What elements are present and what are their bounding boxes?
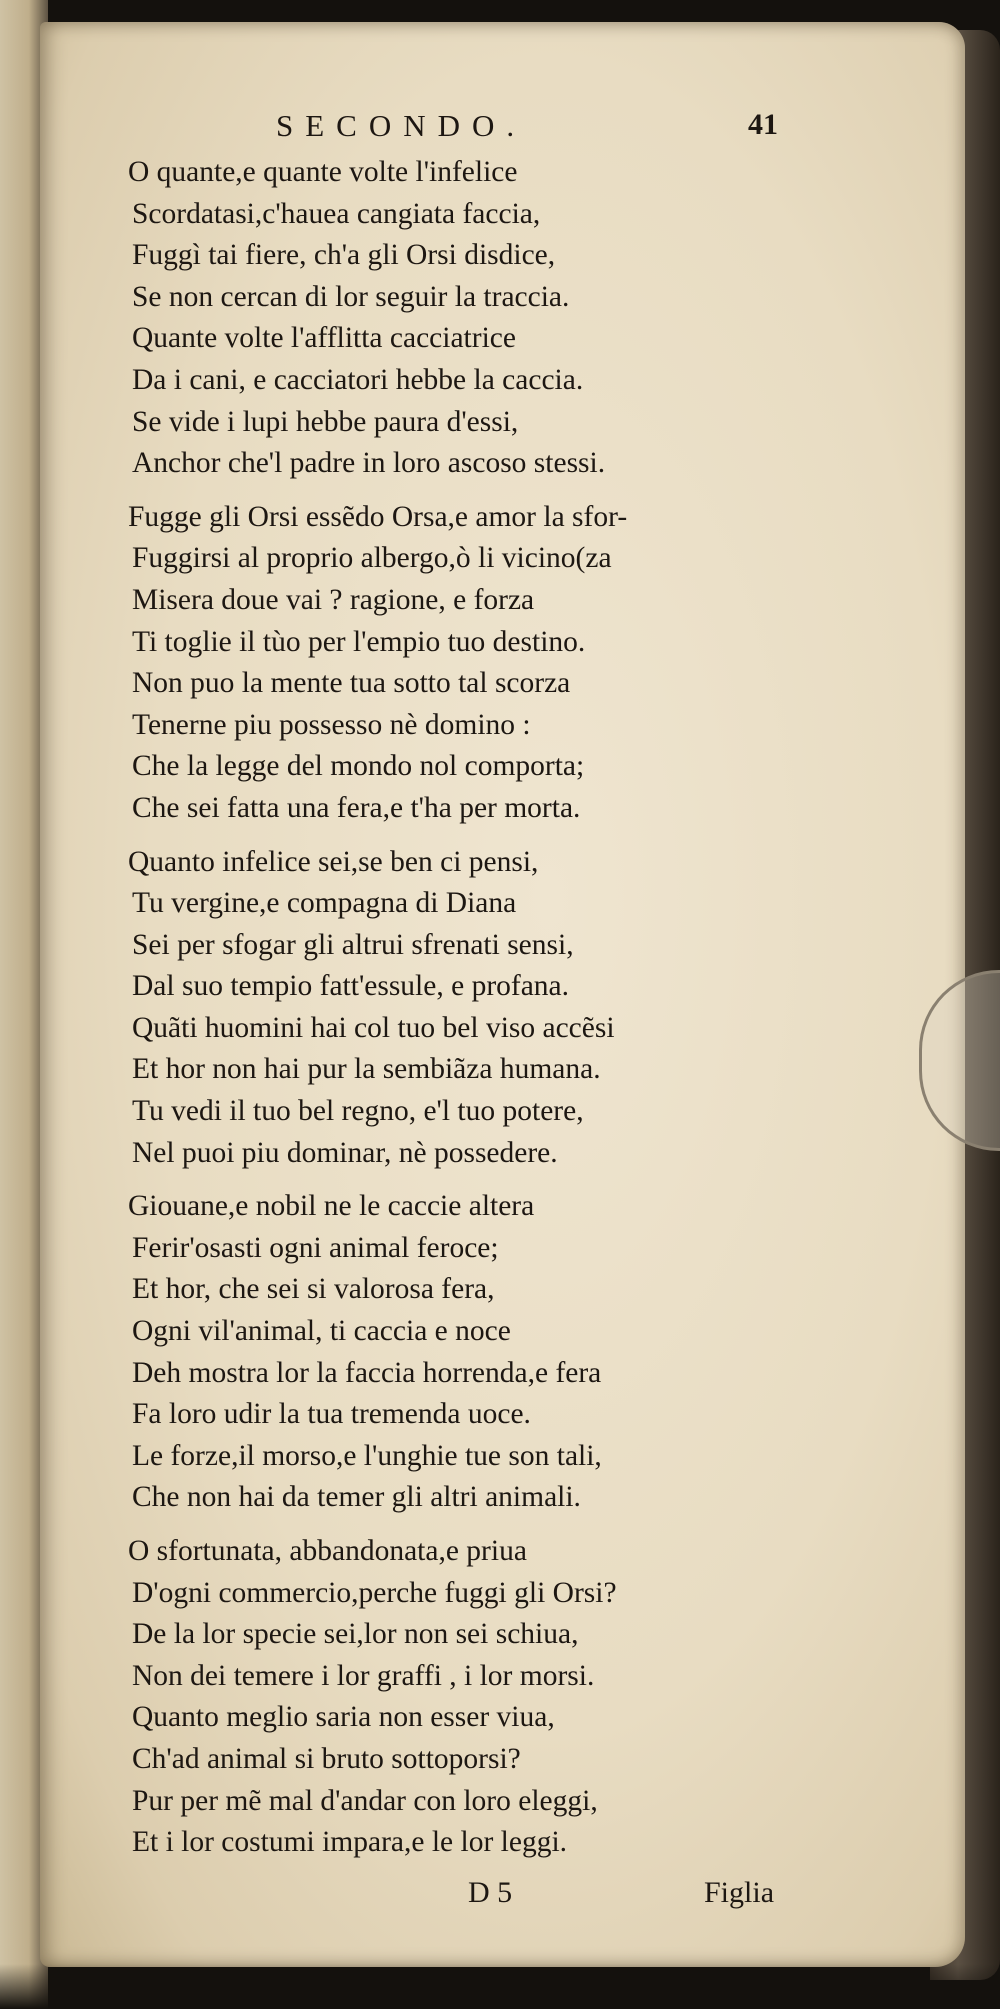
verse-line: Fuggì tai fiere, ch'a gli Orsi disdice,: [132, 239, 556, 272]
verse-line: Quãti huomini hai col tuo bel viso accẽsi: [132, 1011, 615, 1044]
stanza: [128, 497, 868, 830]
page-header: [128, 108, 868, 152]
stanza: [128, 152, 868, 485]
catchword: Figlia: [704, 1875, 775, 1909]
page-footer: [128, 1876, 868, 1918]
verse-line: Fa loro udir la tua tremenda uoce.: [132, 1398, 531, 1431]
verse-line: Giouane,e nobil ne le caccie altera: [128, 1190, 535, 1223]
verse-line: Che la legge del mondo nol comporta;: [132, 750, 585, 783]
verse-line: Non dei temere i lor graffi , i lor morsi.: [132, 1659, 595, 1692]
verse-line: Deh mostra lor la faccia horrenda,e fera: [132, 1356, 602, 1389]
verse-line: O quante,e quante volte l'infelice: [128, 156, 518, 188]
verse-line: Che non hai da temer gli altri animali.: [132, 1481, 581, 1514]
verse-line: Se vide i lupi hebbe paura d'essi,: [132, 405, 519, 438]
verse-line: Ch'ad animal si bruto sottoporsi?: [132, 1742, 521, 1775]
poem-body: [128, 152, 868, 1864]
verse-line: Le forze,il morso,e l'unghie tue son tali,: [132, 1439, 602, 1472]
verse-line: Da i cani, e cacciatori hebbe la caccia.: [132, 363, 584, 396]
verse-line: De la lor specie sei,lor non sei schiua,: [132, 1618, 579, 1651]
running-head: SECONDO.: [276, 108, 527, 143]
verse-line: Non puo la mente tua sotto tal scorza: [132, 667, 571, 700]
stanza: [128, 1186, 868, 1519]
verse-line: Quanto infelice sei,se ben ci pensi,: [128, 845, 539, 878]
verse-line: Sei per sfogar gli altrui sfrenati sensi,: [132, 928, 574, 961]
verse-line: Anchor che'l padre in loro ascoso stessi.: [132, 447, 606, 480]
verse-line: Pur per mẽ mal d'andar con loro eleggi,: [132, 1784, 598, 1817]
verse-line: Quante volte l'afflitta cacciatrice: [132, 322, 516, 355]
verse-line: Et hor non hai pur la sembiãza humana.: [132, 1053, 601, 1086]
page-number: 41: [748, 108, 778, 141]
verse-line: Quanto meglio saria non esser viua,: [132, 1701, 555, 1734]
verse-line: Che sei fatta una fera,e t'ha per morta.: [132, 791, 581, 824]
verse-line: Nel puoi piu dominar, nè possedere.: [132, 1136, 558, 1169]
verse-line: Tenerne piu possesso nè domino :: [132, 708, 531, 741]
verse-line: Fuggirsi al proprio albergo,ò li vicino(za: [132, 542, 612, 575]
signature-mark: D 5: [468, 1875, 513, 1909]
stanza: [128, 1531, 868, 1864]
verse-line: O sfortunata, abbandonata,e priua: [128, 1535, 527, 1567]
page-text: [128, 108, 868, 1918]
stanza: [128, 842, 868, 1175]
verse-line: Et hor, che sei si valorosa fera,: [132, 1273, 495, 1306]
verse-line: Ferir'osasti ogni animal feroce;: [132, 1231, 499, 1264]
verse-line: Dal suo tempio fatt'essule, e profana.: [132, 970, 570, 1003]
verse-line: Tu vedi il tuo bel regno, e'l tuo potere,: [132, 1095, 584, 1128]
verse-line: Se non cercan di lor seguir la traccia.: [132, 280, 570, 313]
bottom-shadow: [0, 1964, 1000, 2009]
verse-line: Ogni vil'animal, ti caccia e noce: [132, 1315, 511, 1348]
verse-line: Tu vergine,e compagna di Diana: [132, 887, 517, 920]
verse-line: Scordatasi,c'hauea cangiata faccia,: [132, 197, 541, 230]
verse-line: Fugge gli Orsi essẽdo Orsa,e amor la sfor-: [128, 500, 628, 533]
verse-line: Et i lor costumi impara,e le lor leggi.: [132, 1826, 568, 1859]
verse-line: Ti toglie il tùo per l'empio tuo destino.: [132, 625, 586, 658]
verse-line: Misera doue vai ? ragione, e forza: [132, 583, 535, 616]
verse-line: D'ogni commercio,perche fuggi gli Orsi?: [132, 1576, 617, 1609]
